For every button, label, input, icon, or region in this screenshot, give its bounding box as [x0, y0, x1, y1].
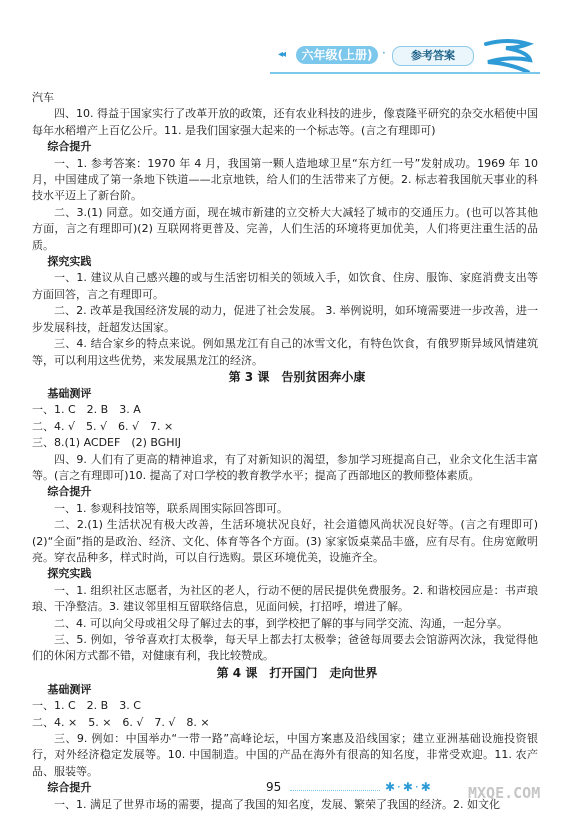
lesson-title: [32, 369, 538, 386]
answer-paragraph: 三、4. 结合家乡的特点来说。例如黑龙江有自己的冰雪文化，有特色饮食，有俄罗斯异域风情建筑等，可以利用这些优势，来发展黑龙江的经济。: [32, 337, 538, 367]
section-heading: 基础测评: [47, 682, 92, 696]
section-heading: 综合提升: [47, 140, 92, 154]
page-header: [270, 38, 550, 82]
page-number: 95: [266, 780, 282, 794]
answer-paragraph: 四、10. 得益于国家实行了改革开放的政策，还有农业科技的进步，像袁隆平研究的杂交水稻使中国每年水稻增产上百亿公斤。11. 是我们国家强大起来的一个标志等。(言之有理即可): [32, 107, 538, 137]
star-decoration-icon: ✱·✱·✱: [385, 780, 433, 794]
answer-label: 参考答案: [392, 46, 474, 66]
double-arrow-icon: ◂◂: [278, 49, 285, 60]
grade-badge: 六年级(上册): [296, 46, 378, 64]
answer-content: [32, 90, 541, 813]
answer-paragraph: 一、1. 组织社区志愿者，为社区的老人，行动不便的居民提供免费服务。2. 和谐校园应是：书声琅琅、干净整洁。3. 建议邻里相互留联络信息，见面问候，打招呼，增进了解。: [32, 583, 538, 614]
answer-paragraph: 一、1. 参观科技馆等，联系周围实际回答即可。: [54, 501, 288, 515]
answer-paragraph: 三、5. 例如，爷爷喜欢打太极拳，每天早上都去打太极拳；爸爸每周要去会馆游两次泳，我觉得他们的休闲方式都不错，对健康有利，我比较赞成。: [32, 633, 538, 663]
section-heading: 探究实践: [47, 567, 92, 581]
answer-paragraph: 汽车: [32, 91, 54, 104]
answer-paragraph: 二、2.(1) 生活状况有极大改善，生活环境状况良好，社会道德风尚状况良好等。(言之有理即可)(2)“全面”指的是政治、经济、文化、体育等各个方面。(3) 家家饭桌菜品丰盛，应有尽有。住房宽敞明亮。穿衣品种多，样式时尚，可以自行选购。景区环境优美，设施齐全。: [32, 518, 538, 564]
section-heading: 综合提升: [47, 485, 92, 499]
section-heading: 综合提升: [47, 781, 92, 795]
section-heading: 基础测评: [47, 386, 92, 400]
lesson-number: 第 3 课: [228, 369, 270, 384]
header-separator: ·: [382, 46, 386, 60]
answer-paragraph: 二、2. 改革是我国经济发展的动力，促进了社会发展。 3. 举例说明，如环境需要进一步改善，进一步发展科技，赶超发达国家。: [32, 304, 538, 334]
page-footer: [0, 778, 563, 808]
footer-dotted-rule: [290, 790, 380, 791]
answer-paragraph: 一、1. 满足了世界市场的需要，提高了我国的知名度，发展、繁荣了我国的经济。2. 如文化: [54, 797, 500, 811]
lesson-name: 打开国门 走向世界: [269, 665, 378, 680]
lesson-name: 告别贫困奔小康: [281, 369, 366, 384]
answer-paragraph: 二、4. × 5. × 6. √ 7. √ 8. ×: [32, 715, 210, 729]
answer-paragraph: 一、1. 参考答案：1970 年 4 月，我国第一颗人造地球卫星“东方红一号”发射成功。1969 年 10 月，中国建成了第一条地下铁道——北京地铁，给人们的生活带来了方便。2. 标志着我国航天事业的科技水平迈上了新台阶。: [32, 156, 538, 203]
answer-paragraph: 一、1. C 2. B 3. A: [32, 403, 141, 417]
answer-paragraph: 三、8.(1) ACDEF (2) BGHIJ: [32, 436, 182, 450]
lesson-number: 第 4 课: [216, 665, 258, 680]
answer-paragraph: 二、3.(1) 同意。如交通方面，现在城市新建的立交桥大大减轻了城市的交通压力。(也可以答其他方面，言之有理即可)(2) 互联网将更普及、完善，人们生活的环境将更加优美，人们将更注重生活的品质。: [32, 205, 538, 252]
answer-paragraph: 四、9. 人们有了更高的精神追求，有了对新知识的渴望，参加学习班提高自己，业余文化生活丰富等。(言之有理即可)10. 提高了对口学校的教育教学水平；提高了西部地区的教师整体素质。: [32, 452, 538, 482]
answer-paragraph: 二、4. 可以向父母或祖父母了解过去的事，到学校把了解的事与同学交流、沟通，一起分享。: [54, 616, 508, 630]
answer-paragraph: 一、1. 建议从自己感兴趣的或与生活密切相关的领域入手，如饮食、住房、服饰、家庭消费支出等方面回答，言之有理即可。: [32, 271, 538, 301]
watermark: MXQE.COM: [468, 784, 541, 802]
answer-paragraph: 一、1. C 2. B 3. C: [32, 699, 141, 713]
header-rule: [270, 72, 540, 74]
section-heading: 探究实践: [47, 255, 92, 269]
answer-paragraph: 二、4. √ 5. √ 6. √ 7. ×: [32, 419, 174, 433]
lesson-title: [32, 665, 538, 682]
answer-paragraph: 三、9. 例如：中国举办“一带一路”高峰论坛，中国方案惠及沿线国家；建立亚洲基础设施投资银行，对外经济稳定发展等。10. 中国制造。中国的产品在海外有很高的知名度，非常受欢迎。11. 农产品、服装等。: [32, 732, 538, 778]
